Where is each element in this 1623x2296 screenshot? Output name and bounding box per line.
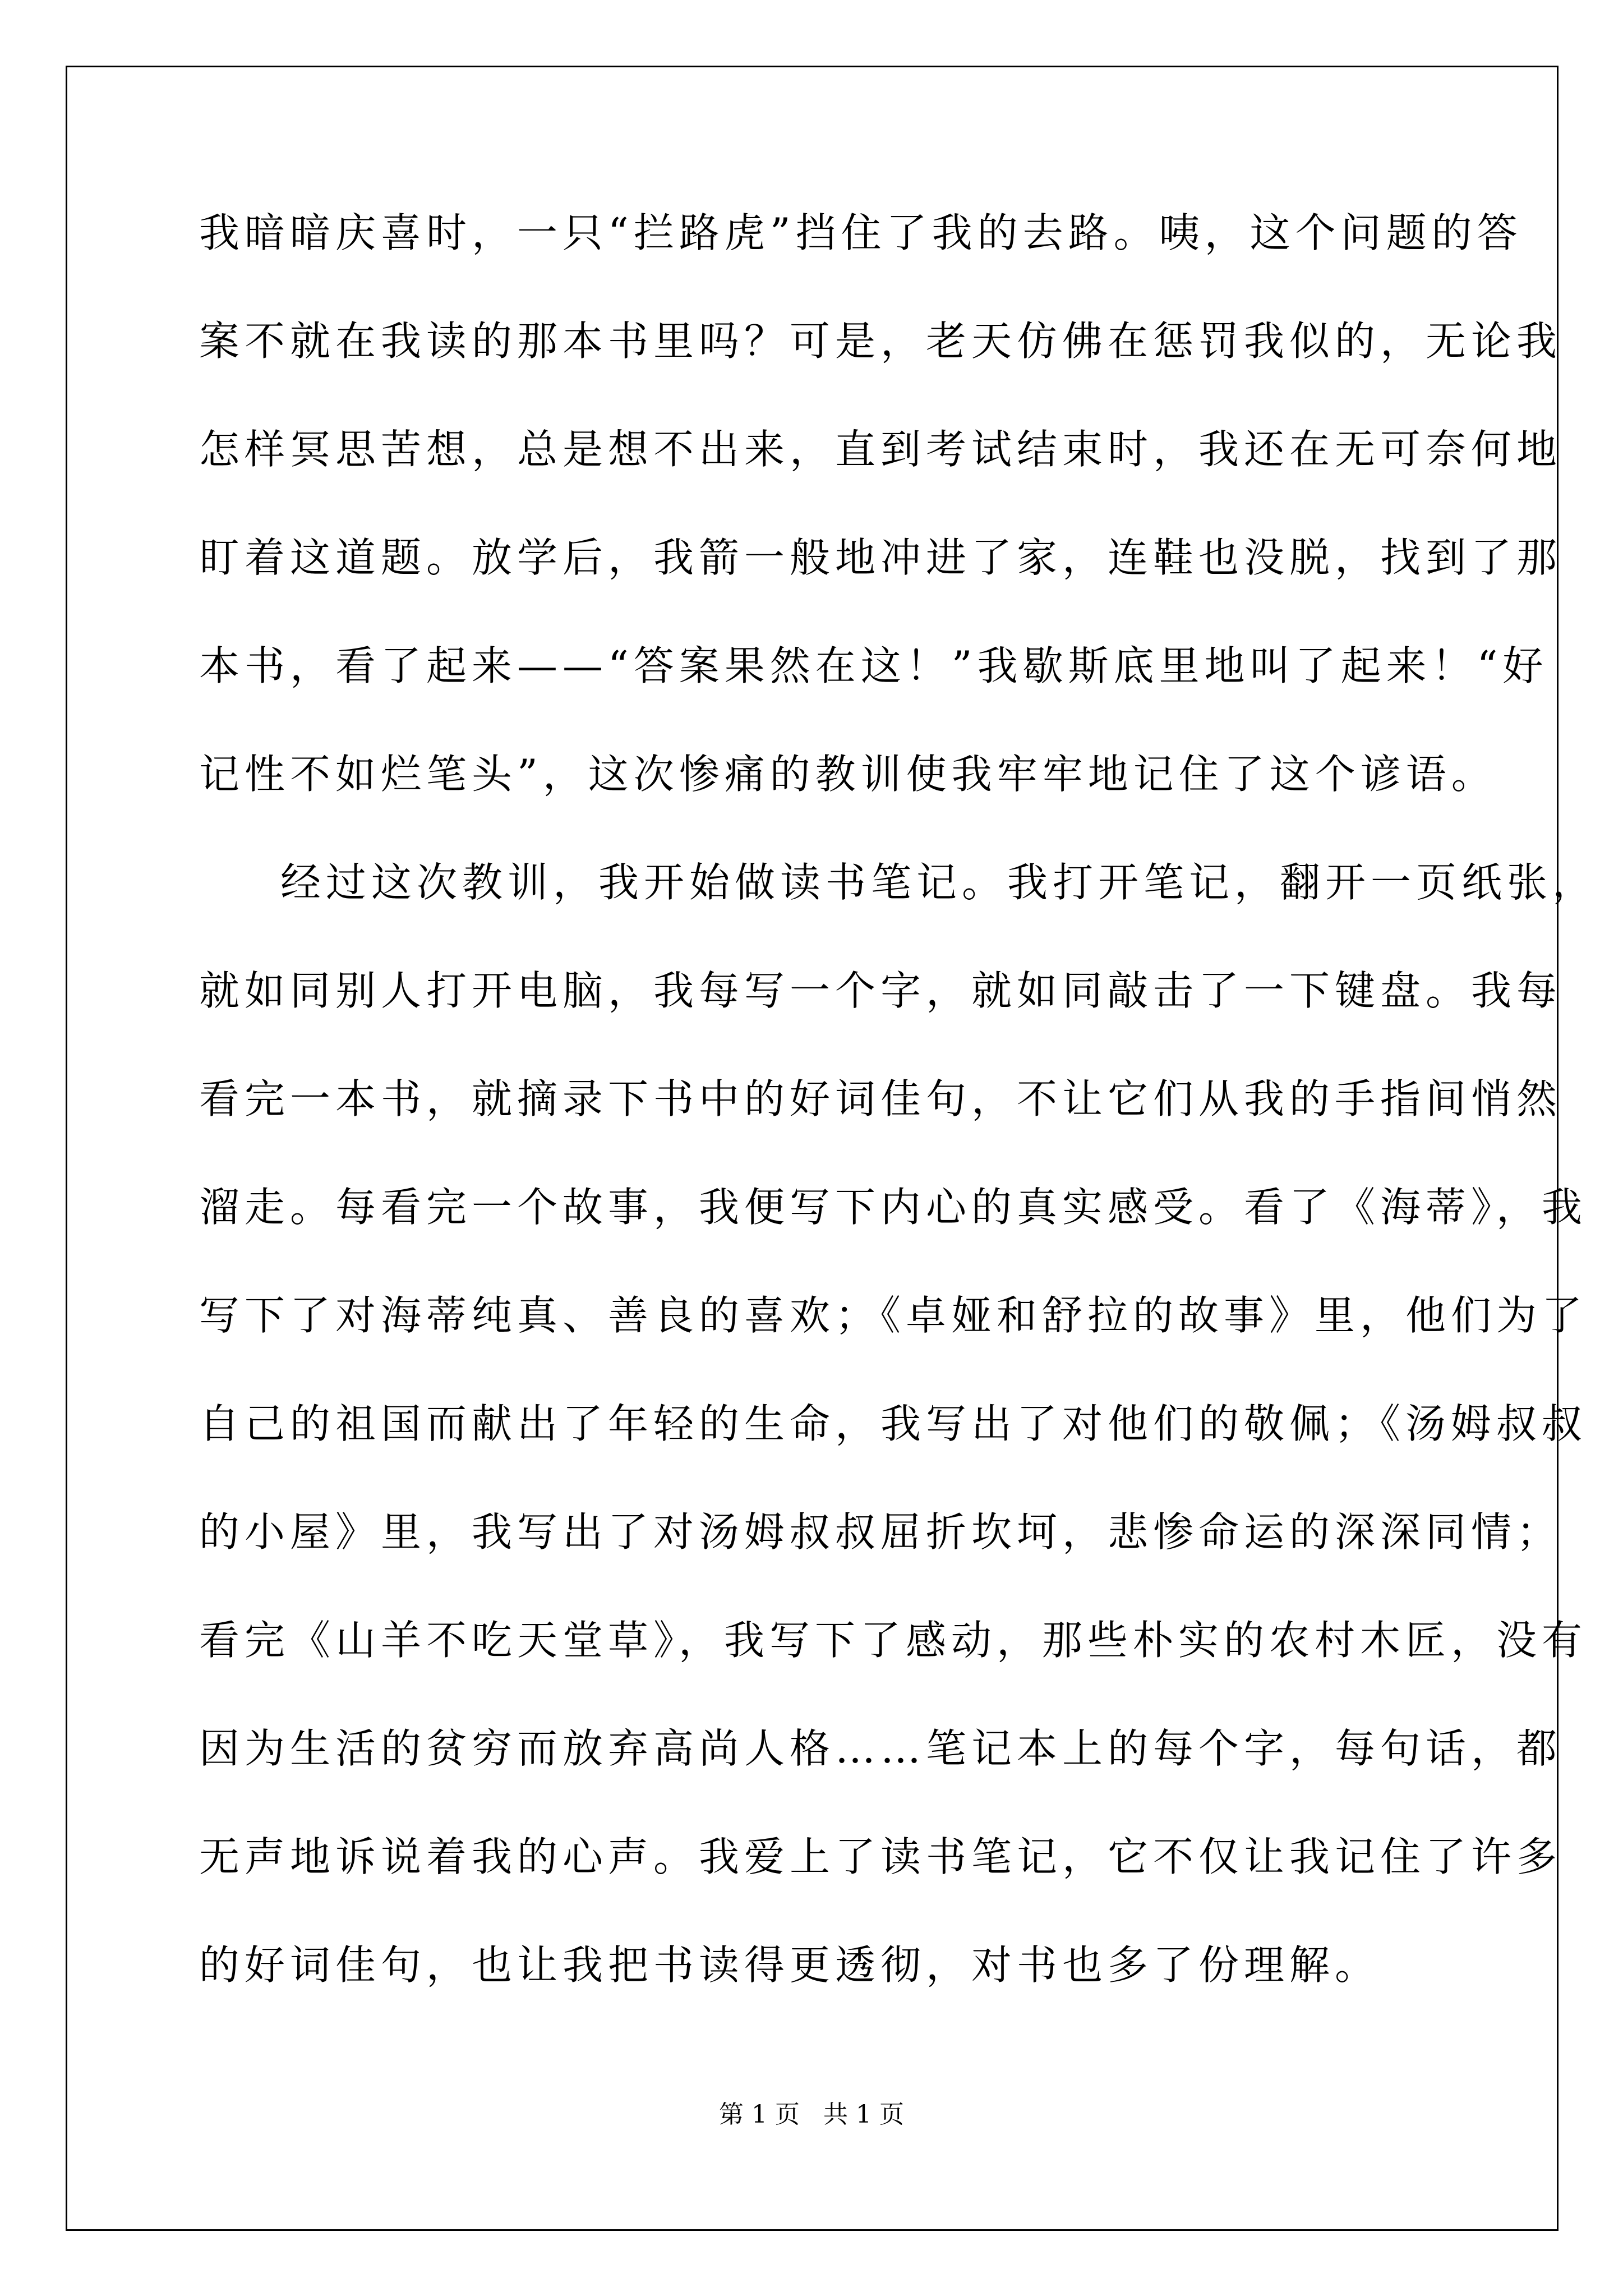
page-border	[66, 66, 1559, 2231]
text-line: 的好词佳句，也让我把书读得更透彻，对书也多了份理解。	[199, 1941, 1381, 1989]
text-line: 自己的祖国而献出了年轻的生命，我写出了对他们的敬佩；《汤姆叔叔	[199, 1400, 1588, 1447]
text-line: 我暗暗庆喜时，一只“拦路虎”挡住了我的去路。咦，这个问题的答	[199, 209, 1523, 256]
text-line: 因为生活的贫穷而放弃高尚人格……笔记本上的每个字，每句话，都	[199, 1725, 1562, 1772]
text-line: 溜走。每看完一个故事，我便写下内心的真实感受。看了《海蒂》，我	[199, 1184, 1588, 1231]
text-line: 的小屋》里，我写出了对汤姆叔叔屈折坎坷，悲惨命运的深深同情；	[199, 1508, 1562, 1556]
text-line: 怎样冥思苦想，总是想不出来，直到考试结束时，我还在无可奈何地	[199, 426, 1562, 473]
page-number-footer: 第 1 页 共 1 页	[719, 2100, 904, 2129]
text-line: 案不就在我读的那本书里吗？可是，老天仿佛在惩罚我似的，无论我	[199, 318, 1562, 365]
text-line: 就如同别人打开电脑，我每写一个字，就如同敲击了一下键盘。我每	[199, 967, 1562, 1014]
text-line: 本书，看了起来——“答案果然在这！”我歇斯底里地叫了起来！“好	[199, 642, 1548, 689]
text-line: 写下了对海蒂纯真、善良的喜欢；《卓娅和舒拉的故事》里，他们为了	[199, 1292, 1588, 1339]
paragraph-first-line: 经过这次教训，我开始做读书笔记。我打开笔记，翻开一页纸张，	[280, 859, 1598, 906]
text-line: 盯着这道题。放学后，我箭一般地冲进了家，连鞋也没脱，找到了那	[199, 534, 1562, 581]
text-line: 看完一本书，就摘录下书中的好词佳句，不让它们从我的手指间悄然	[199, 1075, 1562, 1122]
text-line: 无声地诉说着我的心声。我爱上了读书笔记，它不仅让我记住了许多	[199, 1833, 1562, 1880]
text-line: 看完《山羊不吃天堂草》，我写下了感动，那些朴实的农村木匠，没有	[199, 1617, 1588, 1664]
text-line: 记性不如烂笔头”，这次惨痛的教训使我牢牢地记住了这个谚语。	[199, 751, 1497, 798]
